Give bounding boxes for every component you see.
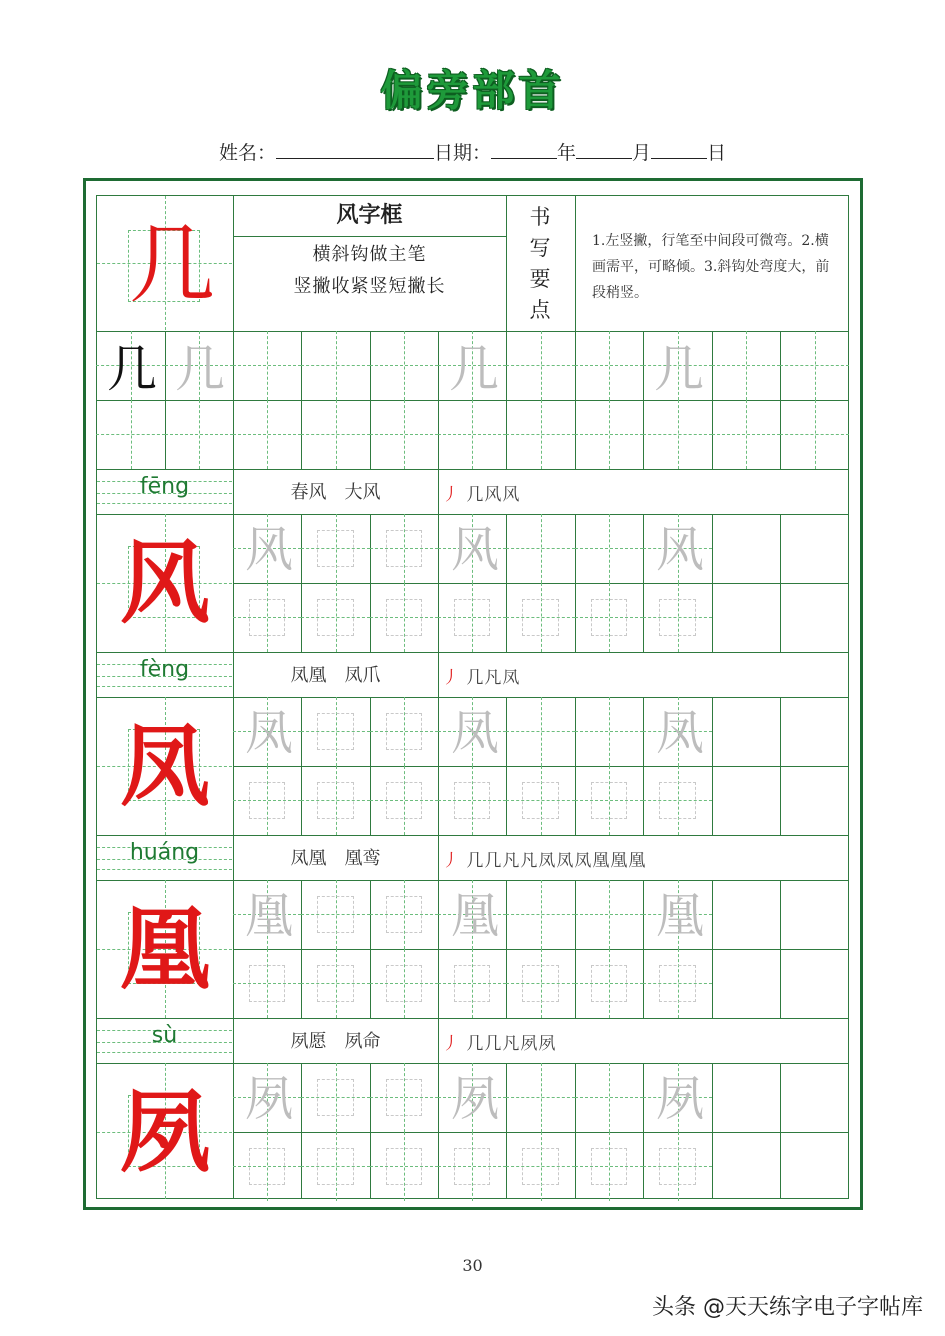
radical-big-char: 几	[129, 215, 215, 315]
grid-line	[370, 331, 371, 469]
grid-line	[438, 1018, 439, 1063]
guide-box	[454, 782, 490, 819]
guide-box	[249, 599, 285, 636]
guide-box	[522, 1148, 559, 1185]
guide-box	[317, 782, 354, 819]
guide-line	[472, 400, 473, 469]
stroke-order	[442, 846, 646, 871]
guide-line	[541, 331, 542, 400]
guide-line	[97, 686, 232, 687]
example-words: 凤凰 凤爪	[290, 665, 381, 686]
guide-box	[591, 599, 627, 636]
main-char: 凰	[120, 896, 210, 1002]
points-char-4: 点	[529, 298, 551, 322]
main-char: 凤	[120, 713, 210, 819]
first-stroke: 丿	[442, 485, 460, 505]
trace-char: 凰	[244, 888, 293, 944]
grid-line	[575, 331, 576, 469]
grid-line	[438, 331, 439, 469]
grid-line	[506, 195, 507, 331]
guide-line	[609, 1063, 610, 1132]
guide-line	[97, 503, 232, 504]
guide-line	[609, 514, 610, 583]
guide-box	[659, 782, 696, 819]
stroke-sequence: 几凡凤	[466, 668, 521, 688]
radical-trace-char: 几	[654, 340, 704, 398]
stroke-sequence: 几几凡凡凤凤凤凰凰凰	[466, 851, 647, 871]
trace-char: 凰	[655, 888, 704, 944]
grid-line	[96, 469, 849, 470]
guide-box	[591, 965, 627, 1002]
example-words: 凤凰 凰鸾	[290, 848, 381, 869]
guide-box	[386, 599, 422, 636]
month-field[interactable]	[576, 141, 632, 159]
guide-box	[386, 530, 422, 567]
guide-line	[609, 880, 610, 949]
guide-box	[317, 1148, 354, 1185]
page-title: 偏旁部首	[380, 66, 565, 115]
name-date-line	[0, 138, 945, 165]
guide-line	[336, 331, 337, 400]
grid-line	[438, 835, 439, 880]
trace-char: 夙	[450, 1071, 499, 1127]
guide-box	[386, 782, 422, 819]
grid-line	[370, 1063, 371, 1199]
grid-line	[96, 652, 849, 653]
name-label: 姓名：	[218, 142, 276, 164]
guide-box	[386, 896, 422, 933]
writing-points-label	[520, 202, 560, 326]
guide-box	[591, 782, 627, 819]
guide-line	[746, 331, 747, 400]
guide-line	[97, 869, 232, 870]
grid-line	[575, 195, 576, 331]
day-label: 日	[707, 142, 727, 164]
trace-char: 凤	[450, 705, 499, 761]
example-words: 春风 大风	[290, 482, 381, 503]
guide-line	[746, 400, 747, 469]
month-label: 月	[632, 142, 652, 164]
grid-line	[370, 880, 371, 1018]
guide-box	[317, 713, 354, 750]
guide-box	[659, 965, 696, 1002]
grid-line	[575, 697, 576, 835]
grid-line	[643, 697, 644, 835]
first-stroke: 丿	[442, 851, 460, 871]
grid-line	[575, 880, 576, 1018]
guide-box	[522, 965, 559, 1002]
guide-box	[454, 599, 490, 636]
grid-line	[370, 514, 371, 652]
grid-line	[96, 835, 849, 836]
stroke-order	[442, 663, 520, 688]
guide-box	[454, 1148, 490, 1185]
watermark: 头条 @天天练字电子字帖库	[652, 1295, 923, 1320]
trace-char: 凤	[244, 705, 293, 761]
radical-trace-char: 几	[175, 340, 225, 398]
guide-line	[609, 331, 610, 400]
guide-box	[386, 965, 422, 1002]
name-field[interactable]	[276, 141, 434, 159]
grid-line	[438, 514, 439, 652]
guide-line	[97, 1052, 232, 1053]
grid-line	[233, 236, 506, 237]
guide-box	[317, 896, 354, 933]
guide-line	[267, 400, 268, 469]
grid-line	[643, 514, 644, 652]
guide-line	[541, 1063, 542, 1132]
guide-box	[249, 965, 285, 1002]
trace-char: 凤	[655, 705, 704, 761]
grid-line	[438, 469, 439, 514]
grid-line	[96, 1018, 849, 1019]
guide-line	[609, 400, 610, 469]
grid-line	[780, 331, 781, 469]
guide-box	[659, 1148, 696, 1185]
guide-line	[267, 331, 268, 400]
grid-line	[780, 880, 781, 1018]
pinyin-label: sù	[151, 1023, 178, 1048]
radical-sample-char: 几	[107, 340, 157, 398]
pinyin-label: fèng	[139, 657, 190, 682]
guide-line	[815, 331, 816, 400]
points-char-3: 要	[529, 267, 551, 291]
points-char-1: 书	[529, 205, 551, 229]
points-char-2: 写	[529, 236, 551, 260]
guide-box	[386, 1148, 422, 1185]
grid-line	[301, 331, 302, 469]
trace-char: 夙	[244, 1071, 293, 1127]
guide-box	[386, 713, 422, 750]
guide-line	[541, 400, 542, 469]
stroke-sequence: 几几凡夙夙	[466, 1034, 557, 1054]
pinyin-label: fēng	[139, 474, 190, 499]
stroke-order	[442, 1029, 556, 1054]
guide-line	[404, 331, 405, 400]
guide-box	[317, 599, 354, 636]
trace-char: 风	[244, 522, 293, 578]
guide-line	[815, 400, 816, 469]
guide-line	[541, 514, 542, 583]
grid-line	[643, 331, 644, 469]
pinyin-label: huáng	[129, 840, 200, 865]
guide-line	[131, 400, 132, 469]
grid-line	[575, 514, 576, 652]
example-words: 夙愿 夙命	[290, 1031, 381, 1052]
radical-trace-char: 几	[449, 340, 499, 398]
guide-box	[522, 782, 559, 819]
guide-box	[591, 1148, 627, 1185]
guide-box	[249, 782, 285, 819]
trace-char: 凰	[450, 888, 499, 944]
first-stroke: 丿	[442, 668, 460, 688]
grid-line	[575, 1063, 576, 1199]
guide-line	[199, 400, 200, 469]
stroke-order	[442, 480, 520, 505]
guide-box	[249, 1148, 285, 1185]
grid-line	[438, 880, 439, 1018]
main-char: 夙	[120, 1079, 210, 1185]
trace-char: 风	[450, 522, 499, 578]
trace-char: 风	[655, 522, 704, 578]
day-field[interactable]	[651, 141, 707, 159]
rhyme-line-1: 横斜钩做主笔	[312, 244, 427, 265]
guide-line	[609, 697, 610, 766]
grid-line	[438, 697, 439, 835]
frame-title: 风字框	[336, 202, 403, 228]
guide-box	[386, 1079, 422, 1116]
grid-line	[712, 331, 713, 469]
guide-line	[404, 400, 405, 469]
grid-line	[233, 331, 234, 469]
trace-char: 夙	[655, 1071, 704, 1127]
date-label: 日期：	[433, 142, 491, 164]
guide-box	[317, 530, 354, 567]
first-stroke: 丿	[442, 1034, 460, 1054]
guide-box	[522, 599, 559, 636]
grid-line	[165, 331, 166, 469]
guide-box	[317, 1079, 354, 1116]
stroke-sequence: 几风风	[466, 485, 521, 505]
main-char: 风	[120, 530, 210, 636]
grid-line	[780, 1063, 781, 1199]
year-field[interactable]	[491, 141, 557, 159]
year-label: 年	[556, 142, 576, 164]
grid-line	[643, 1063, 644, 1199]
grid-line	[643, 880, 644, 1018]
grid-line	[438, 652, 439, 697]
guide-box	[659, 599, 696, 636]
rhyme-line-2: 竖撇收紧竖短撇长	[293, 276, 446, 297]
guide-box	[454, 965, 490, 1002]
guide-line	[678, 400, 679, 469]
guide-box	[317, 965, 354, 1002]
page-number: 30	[462, 1256, 483, 1275]
grid-line	[780, 514, 781, 652]
writing-tips: 1.左竖撇，行笔至中间段可微弯。2.横画需平，可略倾。3.斜钩处弯度大，前段稍竖。	[592, 233, 830, 301]
grid-line	[370, 697, 371, 835]
grid-line	[506, 331, 507, 469]
grid-line	[780, 697, 781, 835]
guide-line	[336, 400, 337, 469]
guide-line	[541, 697, 542, 766]
guide-line	[541, 880, 542, 949]
grid-line	[438, 1063, 439, 1199]
